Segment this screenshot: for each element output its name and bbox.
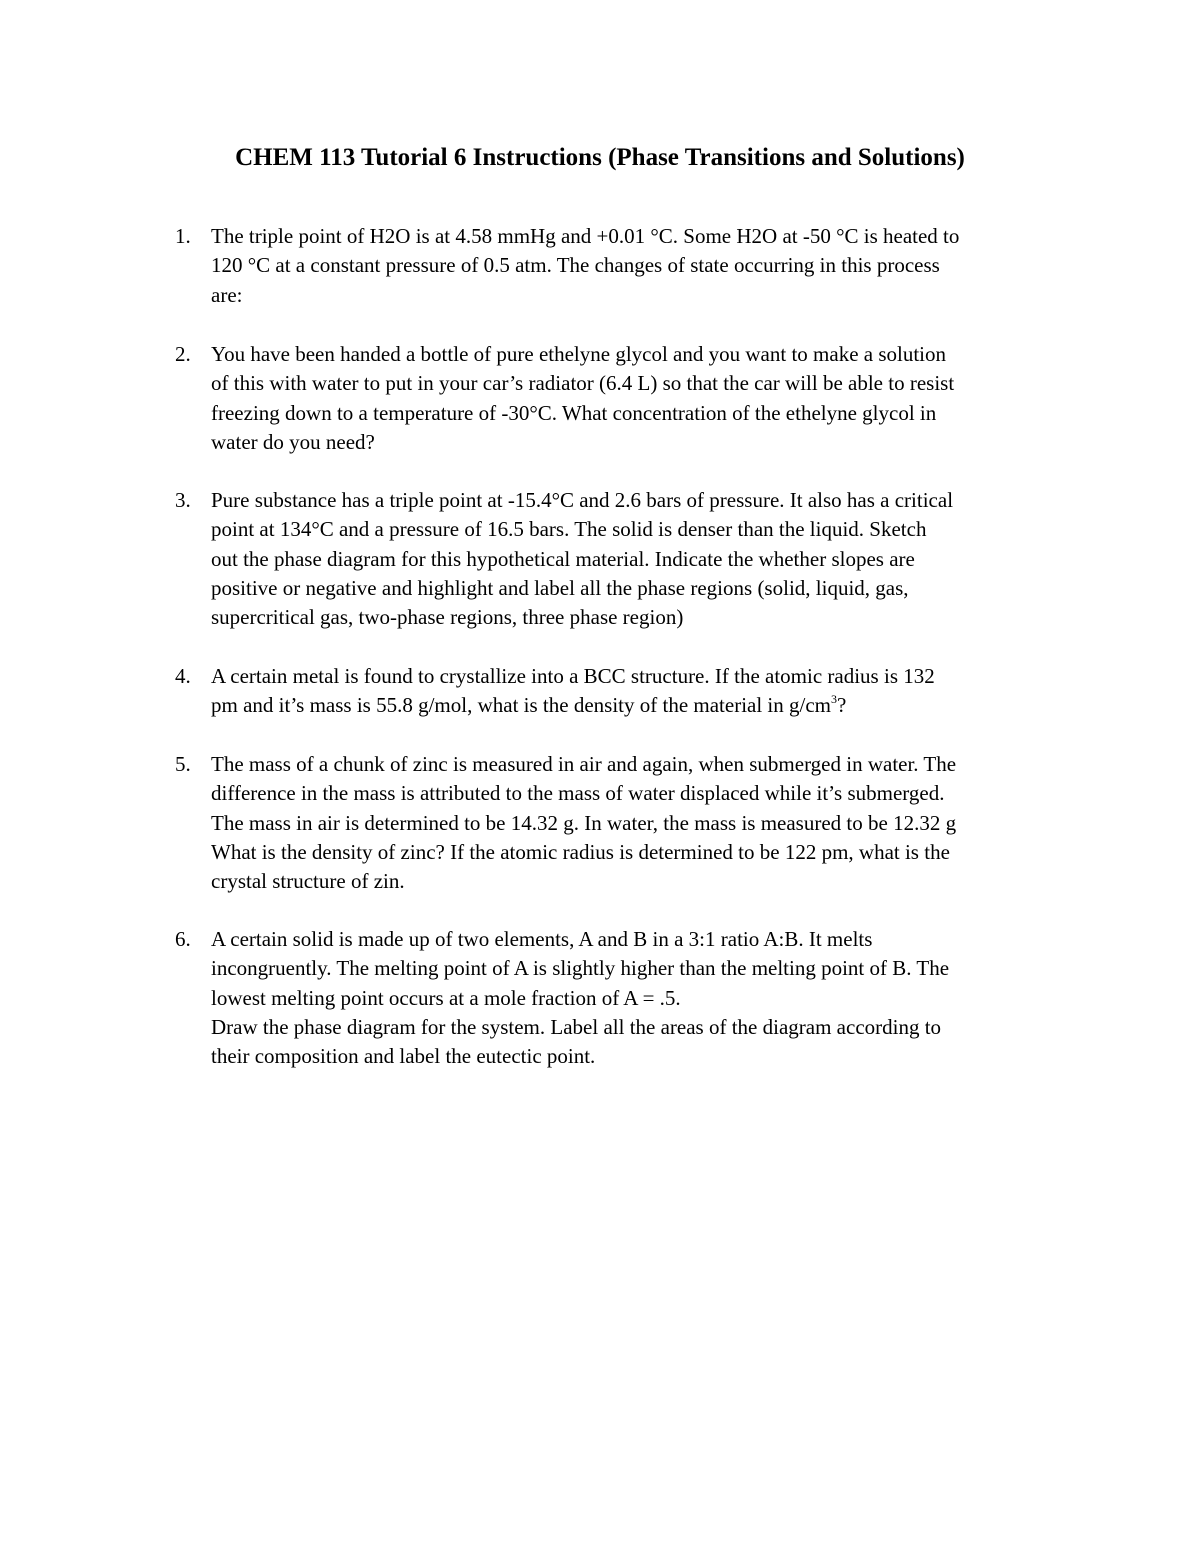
question-2	[175, 340, 1071, 457]
question-3	[175, 486, 1071, 632]
question-line: Pure substance has a triple point at -15.4°C and 2.6 bars of pressure. It also has a critical	[211, 488, 954, 512]
question-number: 2.	[175, 342, 191, 366]
question-line: The triple point of H2O is at 4.58 mmHg and +0.01 °C. Some H2O at -50 °C is heated to	[211, 224, 960, 248]
question-line	[211, 691, 1071, 720]
question-line: freezing down to a temperature of -30°C. What concentration of the ethelyne glycol in	[211, 400, 937, 425]
page-title: CHEM 113 Tutorial 6 Instructions (Phase Transitions and Solutions)	[235, 144, 965, 171]
question-line: their composition and label the eutectic point.	[211, 1044, 596, 1069]
question-line: You have been handed a bottle of pure ethelyne glycol and you want to make a solution	[211, 342, 947, 366]
question-number: 5.	[175, 752, 191, 776]
question-4	[175, 662, 1071, 721]
question-number: 6.	[175, 927, 191, 951]
question-line: crystal structure of zin.	[211, 869, 405, 894]
question-line: supercritical gas, two-phase regions, three phase region)	[211, 605, 684, 630]
question-1	[175, 222, 1071, 310]
question-line: The mass of a chunk of zinc is measured in air and again, when submerged in water. The	[211, 752, 957, 776]
question-text: pm and it’s mass is 55.8 g/mol, what is the density of the material in g/cm	[211, 693, 832, 718]
question-line: positive or negative and highlight and label all the phase regions (solid, liquid, gas,	[211, 575, 909, 600]
question-line: The mass in air is determined to be 14.32 g. In water, the mass is measured to be 12.32 g	[211, 810, 957, 835]
question-number: 1.	[175, 224, 191, 248]
question-text: ?	[837, 693, 847, 718]
question-line: Draw the phase diagram for the system. Label all the areas of the diagram according to	[211, 1014, 942, 1039]
question-number: 4.	[175, 664, 191, 688]
question-6	[175, 925, 1071, 1071]
question-line: lowest melting point occurs at a mole fraction of A = .5.	[211, 985, 681, 1010]
question-line: point at 134°C and a pressure of 16.5 bars. The solid is denser than the liquid. Sketch	[211, 517, 927, 542]
question-number: 3.	[175, 488, 191, 512]
question-line: are:	[211, 282, 243, 307]
question-line: What is the density of zinc? If the atomic radius is determined to be 122 pm, what is the	[211, 839, 950, 864]
question-5	[175, 750, 1071, 896]
question-line: 120 °C at a constant pressure of 0.5 atm. The changes of state occurring in this process	[211, 253, 940, 278]
question-line: A certain metal is found to crystallize into a BCC structure. If the atomic radius is 132	[211, 664, 935, 688]
question-line: incongruently. The melting point of A is slightly higher than the melting point of B. The	[211, 956, 950, 981]
question-line: out the phase diagram for this hypothetical material. Indicate the whether slopes are	[211, 546, 915, 571]
superscript: 3	[831, 692, 838, 707]
question-line: difference in the mass is attributed to the mass of water displaced while it’s submerged.	[211, 781, 945, 806]
question-line: water do you need?	[211, 429, 375, 454]
question-line: of this with water to put in your car’s radiator (6.4 L) so that the car will be able to resist	[211, 371, 955, 396]
question-line: A certain solid is made up of two elements, A and B in a 3:1 ratio A:B. It melts	[211, 927, 873, 951]
